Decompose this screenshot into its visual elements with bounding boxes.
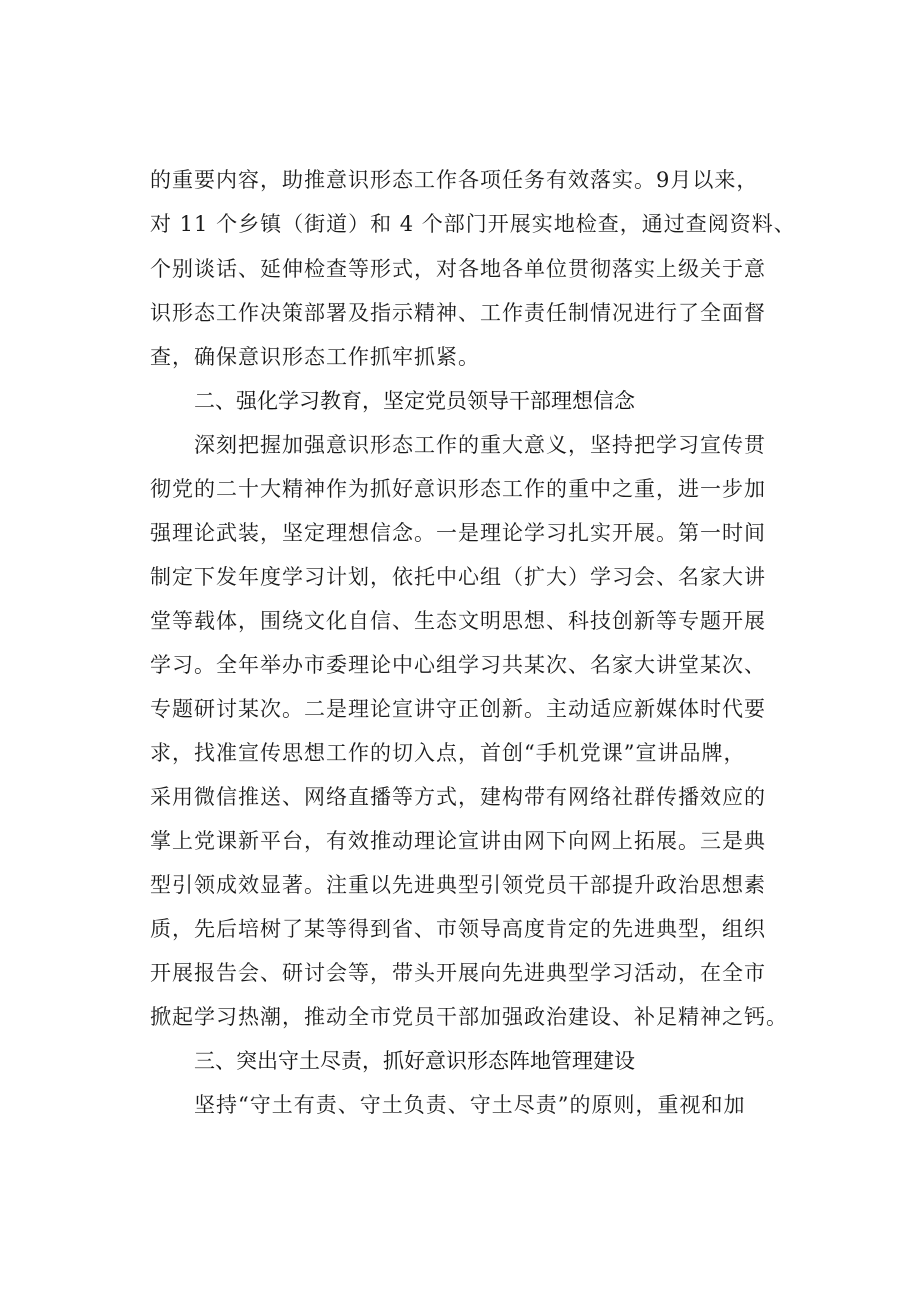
paragraph-1-line-4: 识形态工作决策部署及指示精神、工作责任制情况进行了全面督 [150, 301, 766, 325]
paragraph-2-line-6: 学习。全年举办市委理论中心组学习共某次、名家大讲堂某次、 [150, 653, 766, 677]
paragraph-2-line-8: 求，找准宣传思想工作的切入点，首创“手机党课”宣讲品牌， [150, 741, 746, 765]
paragraph-2-line-1: 深刻把握加强意识形态工作的重大意义，坚持把学习宣传贯 [194, 433, 766, 457]
paragraph-2-line-5: 堂等载体，围绕文化自信、生态文明思想、科技创新等专题开展 [150, 609, 766, 633]
paragraph-2-line-10: 掌上党课新平台，有效推动理论宣讲由网下向网上拓展。三是典 [150, 829, 766, 853]
paragraph-2-line-13: 开展报告会、研讨会等，带头开展向先进典型学习活动，在全市 [150, 961, 766, 985]
section-heading-3: 三、突出守土尽责，抓好意识形态阵地管理建设 [194, 1049, 635, 1073]
paragraph-2-line-11: 型引领成效显著。注重以先进典型引领党员干部提升政治思想素 [150, 873, 766, 897]
paragraph-2-line-14: 掀起学习热潮，推动全市党员干部加强政治建设、补足精神之钙。 [150, 1005, 788, 1029]
paragraph-2-line-7: 专题研讨某次。二是理论宣讲守正创新。主动适应新媒体时代要 [150, 697, 766, 721]
paragraph-2-line-2: 彻党的二十大精神作为抓好意识形态工作的重中之重，进一步加 [150, 477, 766, 501]
paragraph-2-line-3: 强理论武装，坚定理想信念。一是理论学习扎实开展。第一时间 [150, 521, 766, 545]
paragraph-1-line-2: 对 11 个乡镇（街道）和 4 个部门开展实地检查，通过查阅资料、 [150, 212, 796, 236]
paragraph-1-line-3: 个别谈话、延伸检查等形式，对各地各单位贯彻落实上级关于意 [150, 257, 766, 281]
paragraph-3-line-1: 坚持“守土有责、守土负责、守土尽责”的原则，重视和加 [194, 1093, 746, 1117]
paragraph-1-line-1: 的重要内容，助推意识形态工作各项任务有效落实。9月以来， [150, 168, 759, 192]
section-heading-2: 二、强化学习教育，坚定党员领导干部理想信念 [194, 389, 635, 413]
paragraph-2-line-9: 采用微信推送、网络直播等方式，建构带有网络社群传播效应的 [150, 785, 766, 809]
paragraph-2-line-12: 质，先后培树了某等得到省、市领导高度肯定的先进典型，组织 [150, 917, 766, 941]
paragraph-1-line-5: 查，确保意识形态工作抓牢抓紧。 [150, 345, 480, 369]
paragraph-2-line-4: 制定下发年度学习计划，依托中心组（扩大）学习会、名家大讲 [150, 565, 766, 589]
